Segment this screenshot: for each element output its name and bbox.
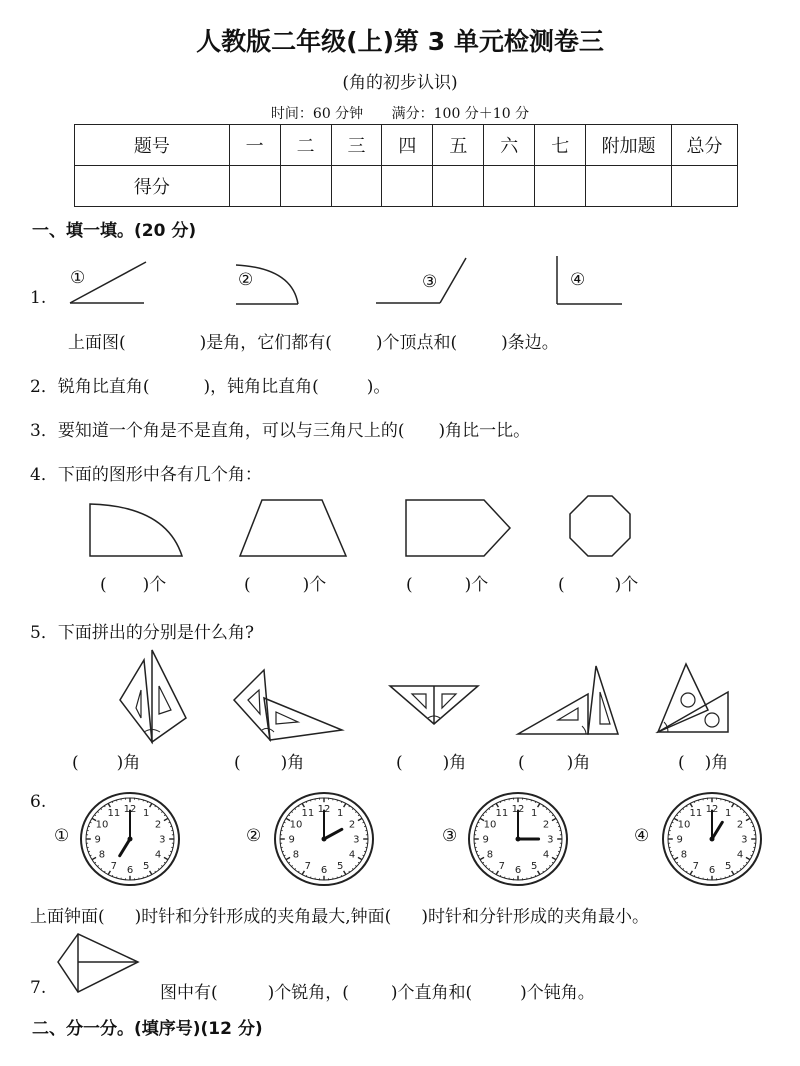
clock-numeral: 10 [289, 819, 303, 831]
clock-tick [552, 862, 554, 863]
close-paren: )个 [302, 575, 327, 595]
clock-tick [682, 808, 683, 809]
q4-answer-2 [244, 570, 326, 595]
clock-3 [466, 790, 570, 888]
q1-figure-4 [552, 254, 632, 308]
score-header-cell: 七 [535, 125, 586, 166]
q6-mark-3: ③ [442, 826, 458, 846]
clock-numeral: 12 [123, 804, 137, 816]
q5-answer-3 [396, 748, 466, 773]
clock-tick [674, 857, 678, 859]
clock-tick [358, 862, 360, 863]
clock-1 [78, 790, 182, 888]
clock-tick [164, 857, 168, 859]
q4-text: 4．下面的图形中各有几个角： [30, 465, 262, 485]
clock-tick [358, 818, 362, 820]
clock-tick [100, 868, 101, 869]
clock-tick [291, 811, 292, 812]
q6-mark-4: ④ [634, 826, 650, 846]
score-header-cell: 二 [280, 125, 331, 166]
clock-tick [752, 826, 754, 827]
q1-text-d: )条边。 [501, 333, 559, 353]
q2-text-c: )。 [366, 377, 391, 397]
clock-numeral: 7 [498, 860, 506, 872]
clock-numeral: 1 [530, 808, 538, 820]
clock-tick [100, 808, 101, 809]
hour-hand [712, 822, 722, 839]
clock-numeral: 5 [724, 860, 732, 872]
score-header-cell: 一 [229, 125, 280, 166]
clock-tick [288, 815, 290, 816]
clock-tick [740, 868, 741, 869]
clock-numeral: 7 [304, 860, 312, 872]
clock-tick [746, 862, 748, 863]
clock-numeral: 9 [94, 834, 101, 846]
clock-numeral: 8 [292, 849, 300, 861]
time-limit: 时间：60 分钟 [270, 106, 364, 122]
q5-set-squares-3 [388, 684, 480, 726]
close-paren: )个 [464, 575, 489, 595]
clock-tick [355, 865, 356, 866]
clock-numeral: 9 [288, 834, 295, 846]
clock-tick [164, 818, 168, 820]
q2-text-b: )，钝角比直角( [203, 377, 319, 397]
q7-text-b: )个锐角，( [267, 983, 349, 1003]
hour-hand [324, 829, 342, 839]
clock-numeral: 6 [320, 864, 328, 876]
clock-numeral: 11 [495, 808, 509, 820]
q1-mark-3: ③ [422, 272, 438, 292]
clock-numeral: 3 [353, 834, 360, 846]
q4-shape-octagon [566, 494, 634, 558]
open-paren: ( [406, 575, 413, 595]
q5-set-squares-1 [118, 648, 190, 744]
clock-tick [161, 865, 162, 866]
clock-numeral: 4 [542, 849, 550, 861]
close-paren: )角 [280, 753, 305, 773]
clock-tick [546, 868, 547, 869]
clock-numeral: 1 [724, 808, 732, 820]
clock-tick [88, 851, 90, 852]
clock-numeral: 9 [482, 834, 489, 846]
q5-answer-4 [518, 748, 590, 773]
clock-numeral: 1 [142, 808, 150, 820]
clock-numeral: 6 [514, 864, 522, 876]
clock-numeral: 12 [317, 804, 331, 816]
clock-tick [476, 826, 478, 827]
q1-text-b: )是角，它们都有( [199, 333, 332, 353]
score-header-cell: 三 [331, 125, 382, 166]
clock-center [128, 837, 133, 842]
q1-mark-2: ② [238, 270, 254, 290]
clock-tick [352, 808, 353, 809]
clock-tick [294, 868, 295, 869]
clock-tick [746, 857, 750, 859]
q2-text-a: 2．锐角比直角( [30, 377, 150, 397]
close-paren: )角 [566, 753, 591, 773]
full-score: 满分：100 分＋10 分 [391, 106, 530, 122]
close-paren: )角 [442, 753, 467, 773]
clock-numeral: 5 [530, 860, 538, 872]
clock-tick [97, 865, 98, 866]
clock-tick [682, 868, 683, 869]
clock-tick [752, 851, 754, 852]
q6-mark-2: ② [246, 826, 262, 846]
clock-tick [558, 826, 560, 827]
q2-text [30, 372, 390, 397]
clock-tick [552, 815, 554, 816]
clock-tick [482, 862, 484, 863]
open-paren: ( [558, 575, 565, 595]
clock-numeral: 11 [689, 808, 703, 820]
q3-text [30, 416, 530, 441]
clock-tick [161, 811, 162, 812]
q7-kite-figure [56, 932, 142, 996]
q1-text-a: 上面图( [68, 333, 126, 353]
q6-text-b: )时针和分针形成的夹角最大,钟面( [134, 907, 392, 927]
clock-tick [549, 865, 550, 866]
q5-answer-5 [678, 748, 728, 773]
clock-tick [552, 857, 556, 859]
clock-tick [158, 868, 159, 869]
clock-tick [358, 857, 362, 859]
q5-set-squares-2 [232, 668, 346, 744]
clock-numeral: 8 [98, 849, 106, 861]
clock-numeral: 3 [547, 834, 554, 846]
open-paren: ( [72, 753, 79, 773]
q6-text-c: )时针和分针形成的夹角最小。 [421, 907, 649, 927]
q1-number: 1. [30, 288, 47, 308]
clock-tick [94, 862, 96, 863]
q4-shape-pentagon [404, 498, 514, 558]
clock-tick [150, 803, 152, 807]
q6-text [30, 902, 649, 927]
clock-tick [158, 808, 159, 809]
q7-text-a: 图中有( [160, 983, 218, 1003]
clock-tick [746, 815, 748, 816]
score-cell[interactable] [331, 166, 382, 207]
q6-mark-1: ① [54, 826, 70, 846]
clock-tick [92, 857, 96, 859]
clock-tick [743, 811, 744, 812]
clock-tick [282, 826, 284, 827]
clock-2 [272, 790, 376, 888]
page-subtitle: (角的初步认识) [342, 73, 458, 93]
score-cell[interactable] [484, 166, 535, 207]
clock-tick [546, 808, 547, 809]
clock-tick [746, 818, 750, 820]
clock-numeral: 10 [95, 819, 109, 831]
clock-tick [670, 851, 672, 852]
close-paren: )个 [142, 575, 167, 595]
clock-tick [485, 811, 486, 812]
q6-number: 6. [30, 792, 47, 812]
clock-tick [549, 811, 550, 812]
clock-tick [97, 811, 98, 812]
q4-answer-4 [558, 570, 638, 595]
clock-tick [164, 862, 166, 863]
clock-tick [288, 862, 290, 863]
section-1-heading: 一、填一填。(20 分) [32, 221, 197, 241]
q6-text-a: 上面钟面( [30, 907, 105, 927]
close-paren: )个 [614, 575, 639, 595]
clock-tick [170, 826, 172, 827]
q4-answer-3 [406, 570, 488, 595]
clock-tick [94, 815, 96, 816]
clock-4 [660, 790, 764, 888]
clock-tick [732, 871, 734, 875]
open-paren: ( [396, 753, 403, 773]
clock-numeral: 11 [301, 808, 315, 820]
q5-set-squares-4 [516, 664, 622, 738]
clock-tick [344, 871, 346, 875]
score-header-cell: 五 [433, 125, 484, 166]
q5-text: 5．下面拼出的分别是什么角? [30, 623, 254, 643]
score-cell[interactable] [280, 166, 331, 207]
clock-center [322, 837, 327, 842]
q1-mark-4: ④ [570, 270, 586, 290]
clock-tick [302, 803, 304, 807]
clock-numeral: 2 [736, 819, 744, 831]
clock-tick [352, 868, 353, 869]
q7-text-d: )个钝角。 [520, 983, 595, 1003]
clock-tick [364, 851, 366, 852]
open-paren: ( [678, 753, 685, 773]
clock-numeral: 2 [154, 819, 162, 831]
clock-tick [476, 851, 478, 852]
clock-tick [679, 865, 680, 866]
clock-tick [358, 815, 360, 816]
clock-tick [740, 808, 741, 809]
clock-numeral: 2 [542, 819, 550, 831]
score-cell[interactable] [586, 166, 672, 207]
clock-numeral: 10 [483, 819, 497, 831]
clock-numeral: 3 [159, 834, 166, 846]
clock-tick [732, 803, 734, 807]
q5-set-squares-5 [656, 660, 732, 736]
q4-shape-trapezoid [238, 498, 350, 558]
clock-numeral: 7 [692, 860, 700, 872]
clock-numeral: 2 [348, 819, 356, 831]
clock-tick [743, 865, 744, 866]
clock-numeral: 4 [736, 849, 744, 861]
q5-answer-2 [234, 748, 304, 773]
clock-tick [488, 868, 489, 869]
open-paren: ( [244, 575, 251, 595]
clock-tick [364, 826, 366, 827]
score-header-cell: 四 [382, 125, 433, 166]
score-cell[interactable] [433, 166, 484, 207]
clock-numeral: 6 [708, 864, 716, 876]
open-paren: ( [518, 753, 525, 773]
clock-numeral: 9 [676, 834, 683, 846]
q1-mark-1: ① [70, 268, 86, 288]
clock-tick [488, 808, 489, 809]
score-header-cell: 六 [484, 125, 535, 166]
clock-tick [108, 803, 110, 807]
clock-numeral: 1 [336, 808, 344, 820]
clock-tick [294, 808, 295, 809]
clock-tick [482, 815, 484, 816]
clock-center [710, 837, 715, 842]
clock-numeral: 8 [680, 849, 688, 861]
clock-numeral: 4 [348, 849, 356, 861]
clock-tick [538, 803, 540, 807]
clock-numeral: 7 [110, 860, 118, 872]
q7-number: 7. [30, 978, 47, 998]
clock-tick [679, 811, 680, 812]
clock-numeral: 4 [154, 849, 162, 861]
clock-tick [150, 871, 152, 875]
clock-numeral: 12 [705, 804, 719, 816]
exam-meta [0, 103, 800, 123]
hour-hand [120, 839, 130, 856]
section-2-heading: 二、分一分。(填序号)(12 分) [32, 1019, 263, 1039]
score-cell[interactable] [229, 166, 280, 207]
close-paren: )角 [704, 753, 729, 773]
clock-center [516, 837, 521, 842]
q7-text-c: )个直角和( [390, 983, 473, 1003]
score-table [74, 124, 738, 207]
clock-tick [286, 857, 290, 859]
clock-numeral: 3 [741, 834, 748, 846]
score-header-cell: 题号 [75, 125, 230, 166]
clock-tick [558, 851, 560, 852]
clock-tick [676, 815, 678, 816]
q5-answer-1 [72, 748, 140, 773]
clock-tick [552, 818, 556, 820]
clock-tick [344, 803, 346, 807]
clock-tick [496, 803, 498, 807]
clock-tick [480, 857, 484, 859]
clock-numeral: 8 [486, 849, 494, 861]
open-paren: ( [100, 575, 107, 595]
clock-tick [291, 865, 292, 866]
clock-tick [88, 826, 90, 827]
clock-numeral: 12 [511, 804, 525, 816]
clock-tick [538, 871, 540, 875]
page-title: 人教版二年级(上)第 3 单元检测卷三 [196, 27, 604, 56]
score-row-label: 得分 [75, 166, 230, 207]
q1-text-c: )个顶点和( [375, 333, 458, 353]
q3-text-a: 3．要知道一个角是不是直角，可以与三角尺上的( [30, 421, 405, 441]
score-cell[interactable] [672, 166, 738, 207]
q3-text-b: )角比一比。 [438, 421, 531, 441]
q1-text [68, 328, 559, 353]
clock-tick [170, 851, 172, 852]
clock-numeral: 5 [336, 860, 344, 872]
score-header-cell: 总分 [672, 125, 738, 166]
clock-tick [282, 851, 284, 852]
clock-tick [676, 862, 678, 863]
clock-tick [355, 811, 356, 812]
score-cell[interactable] [382, 166, 433, 207]
q4-shape-quarter-circle [88, 500, 188, 560]
close-paren: )角 [116, 753, 141, 773]
q4-answer-1 [100, 570, 166, 595]
clock-numeral: 11 [107, 808, 121, 820]
score-cell[interactable] [535, 166, 586, 207]
clock-numeral: 10 [677, 819, 691, 831]
clock-tick [670, 826, 672, 827]
clock-numeral: 5 [142, 860, 150, 872]
clock-tick [164, 815, 166, 816]
clock-tick [485, 865, 486, 866]
clock-numeral: 6 [126, 864, 134, 876]
open-paren: ( [234, 753, 241, 773]
clock-tick [690, 803, 692, 807]
q7-text [160, 978, 595, 1003]
score-header-cell: 附加题 [586, 125, 672, 166]
